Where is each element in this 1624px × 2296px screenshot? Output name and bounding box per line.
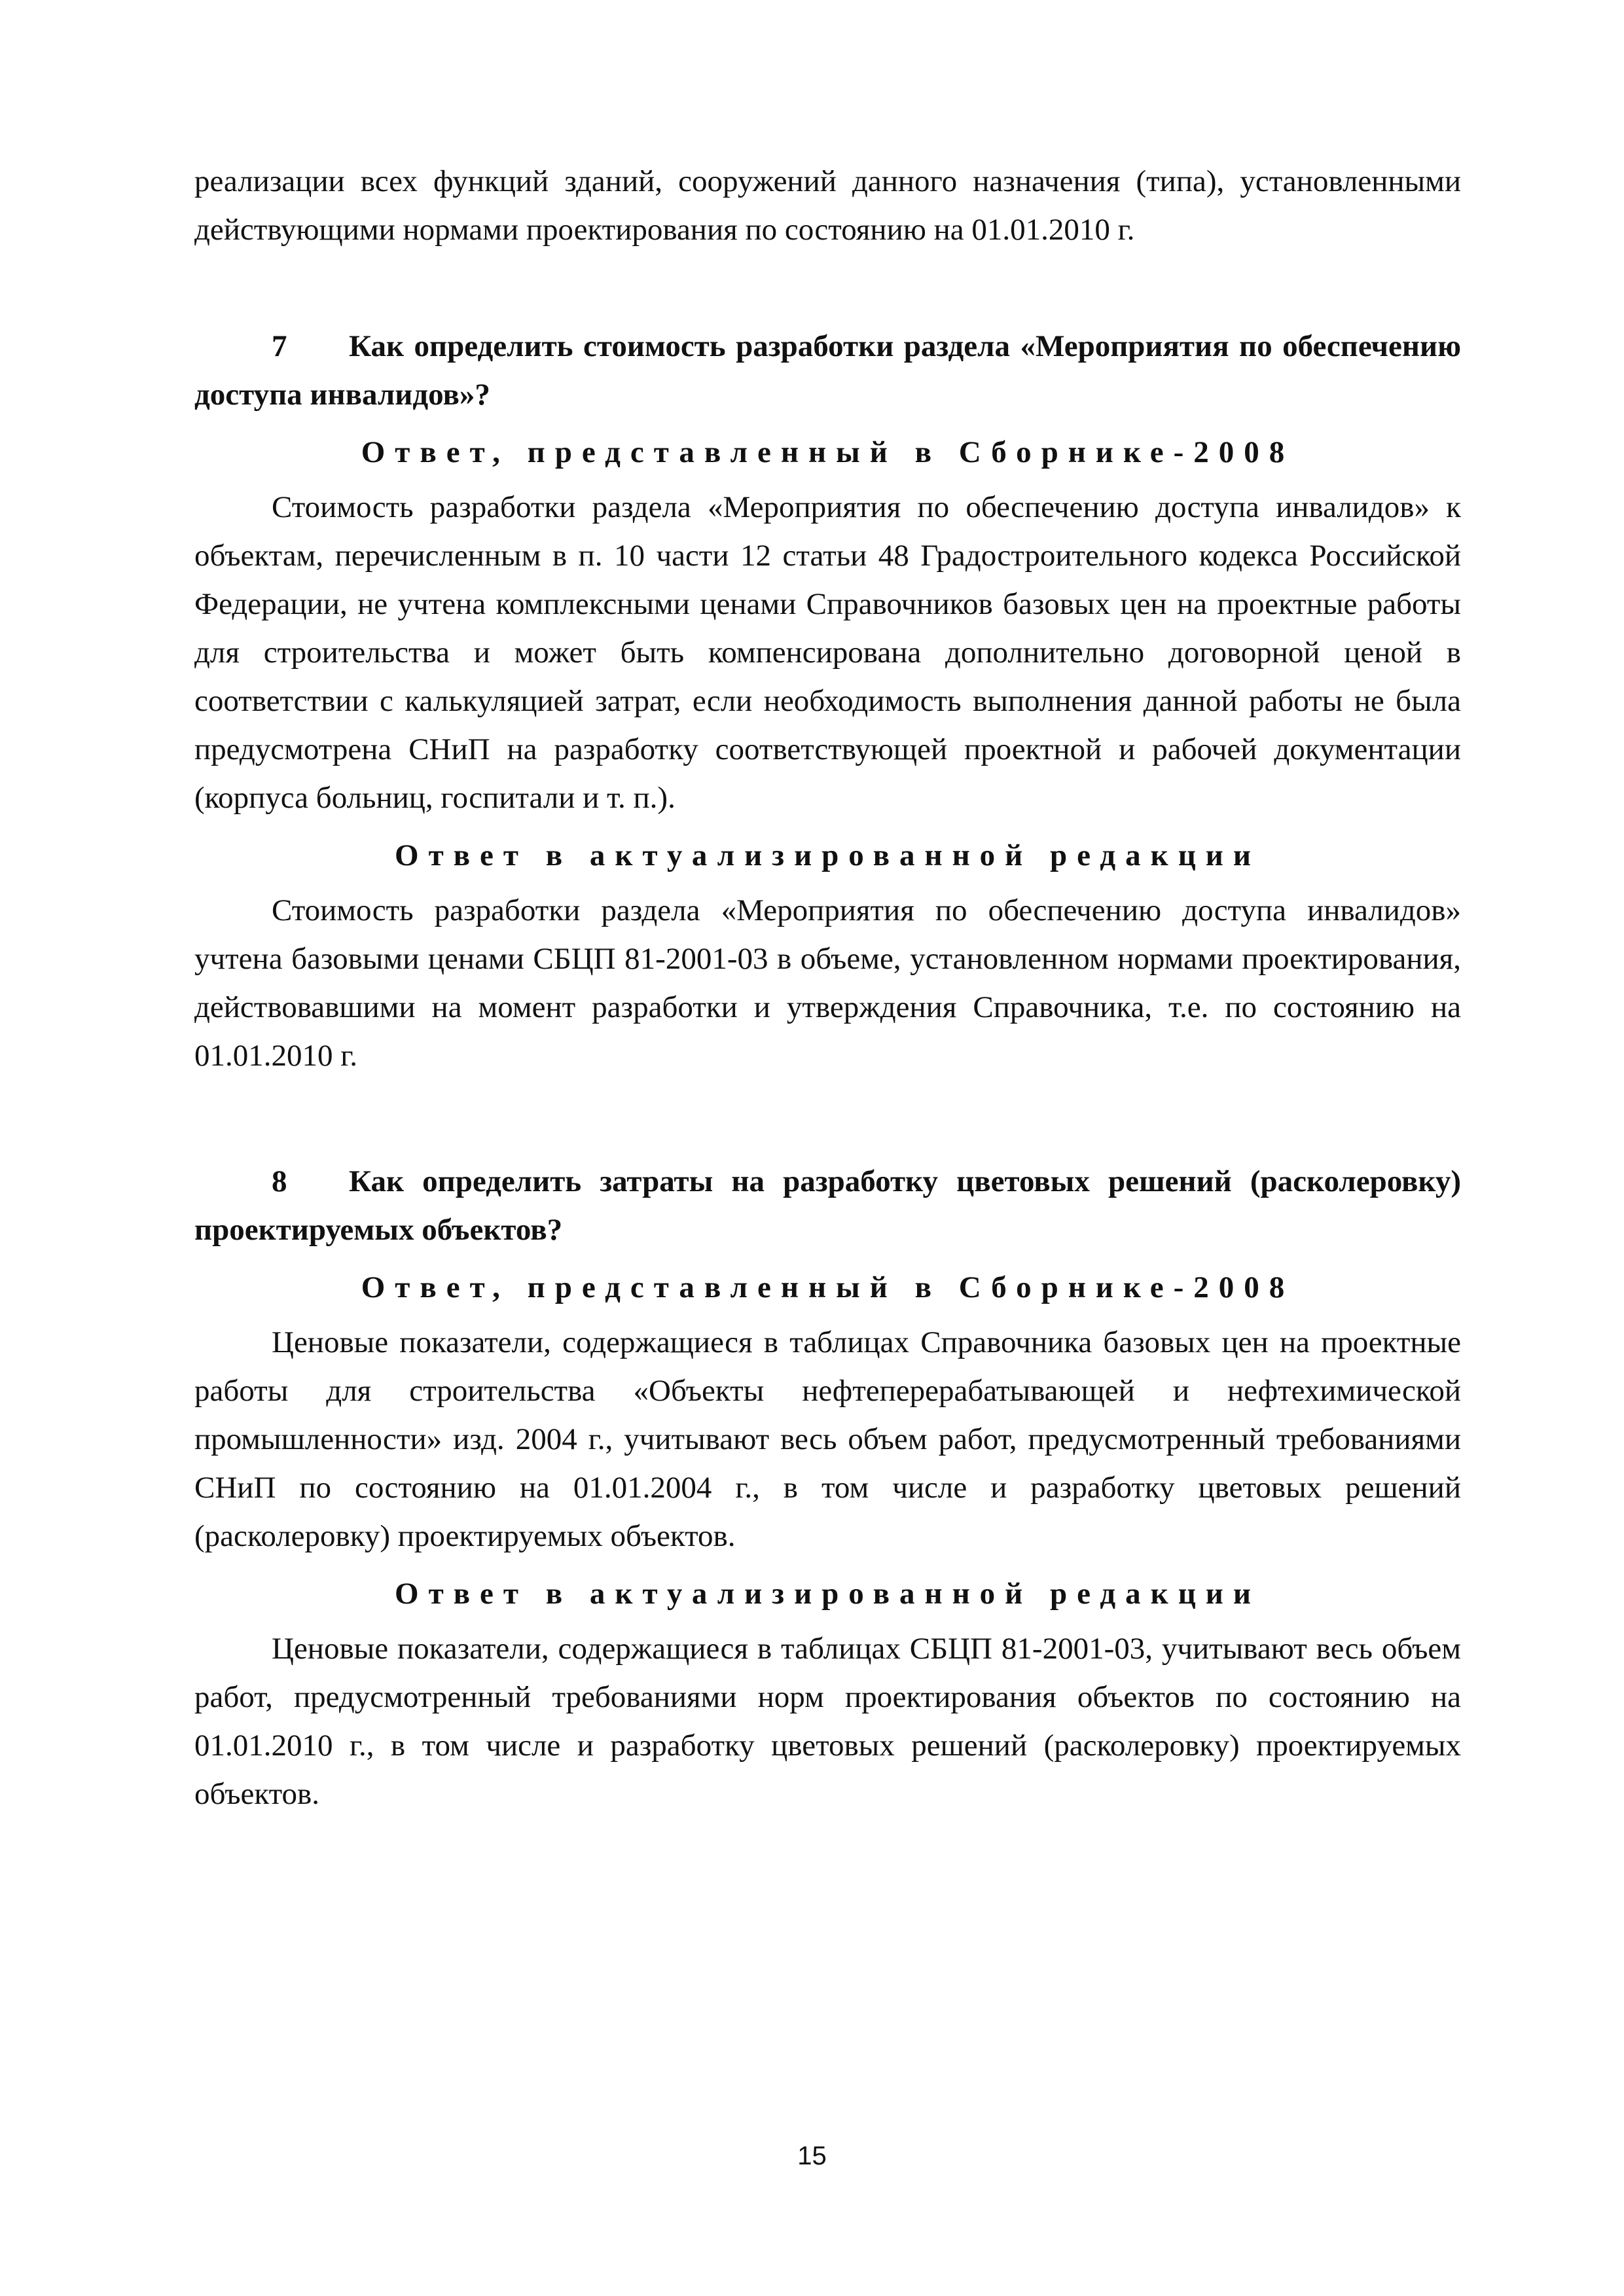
answer-updated-heading: Ответ в актуализированной редакции bbox=[395, 838, 1261, 872]
spacer bbox=[194, 1080, 1461, 1157]
spacer bbox=[194, 254, 1461, 322]
answer-updated-heading: Ответ в актуализированной редакции bbox=[395, 1577, 1261, 1611]
page-number: 15 bbox=[797, 2142, 827, 2170]
question-8 bbox=[194, 1157, 1461, 1254]
answer-updated-text: Стоимость разработки раздела «Мероприятия по обеспечению доступа инвалидов» учтена базовыми ценами СБЦП 81-2001-03 в объеме, установленном нормами проектирования, действовавшими на момент разработки и утверждения Справочника, т.е. по состоянию на 01.01.2010 г. bbox=[194, 893, 1461, 1073]
section-8 bbox=[194, 1157, 1461, 1818]
question-number: 8 bbox=[272, 1164, 287, 1198]
answer-2008-text: Стоимость разработки раздела «Мероприятия по обеспечению доступа инвалидов» к объектам, перечисленным в п. 10 части 12 статьи 48 Градостроительного кодекса Российской Федерации, не учтена комплексными ценами Справочников базовых цен на проектные работы для строительства и может быть компенсирована дополнительно договорной ценой в соответствии с калькуляцией затрат, если необходимость выполнения данной работы не была предусмотрена СНиП на разработку соответствующей проектной и рабочей документации (корпуса больниц, госпитали и т. п.). bbox=[194, 490, 1461, 815]
section-7 bbox=[194, 322, 1461, 1080]
answer-2008-heading: Ответ, представленный в Сборнике-2008 bbox=[361, 435, 1295, 469]
answer-updated-text: Ценовые показатели, содержащиеся в таблицах СБЦП 81-2001-03, учитывают весь объем работ, предусмотренный требованиями норм проектирования объектов по состоянию на 01.01.2010 г., в том числе и разработку цветовых решений (расколеровку) проектируемых объектов. bbox=[194, 1632, 1461, 1811]
document-page bbox=[194, 157, 1461, 1818]
question-number: 7 bbox=[272, 329, 287, 363]
question-7 bbox=[194, 322, 1461, 419]
answer-2008-heading: Ответ, представленный в Сборнике-2008 bbox=[361, 1270, 1295, 1304]
question-text: Как определить стоимость разработки раздела «Мероприятия по обеспечению доступа инвалидов»? bbox=[194, 329, 1461, 412]
intro-paragraph: реализации всех функций зданий, сооружений данного назначения (типа), установленными действующими нормами проектирования по состоянию на 01.01.2010 г. bbox=[194, 164, 1461, 247]
answer-2008-text: Ценовые показатели, содержащиеся в таблицах Справочника базовых цен на проектные работы для строительства «Объекты нефтеперерабатывающей и нефтехимической промышленности» изд. 2004 г., учитывают весь объем работ, предусмотренный требованиями СНиП по состоянию на 01.01.2004 г., в том числе и разработку цветовых решений (расколеровку) проектируемых объектов. bbox=[194, 1325, 1461, 1553]
question-text: Как определить затраты на разработку цветовых решений (расколеровку) проектируемых объектов? bbox=[194, 1164, 1461, 1247]
